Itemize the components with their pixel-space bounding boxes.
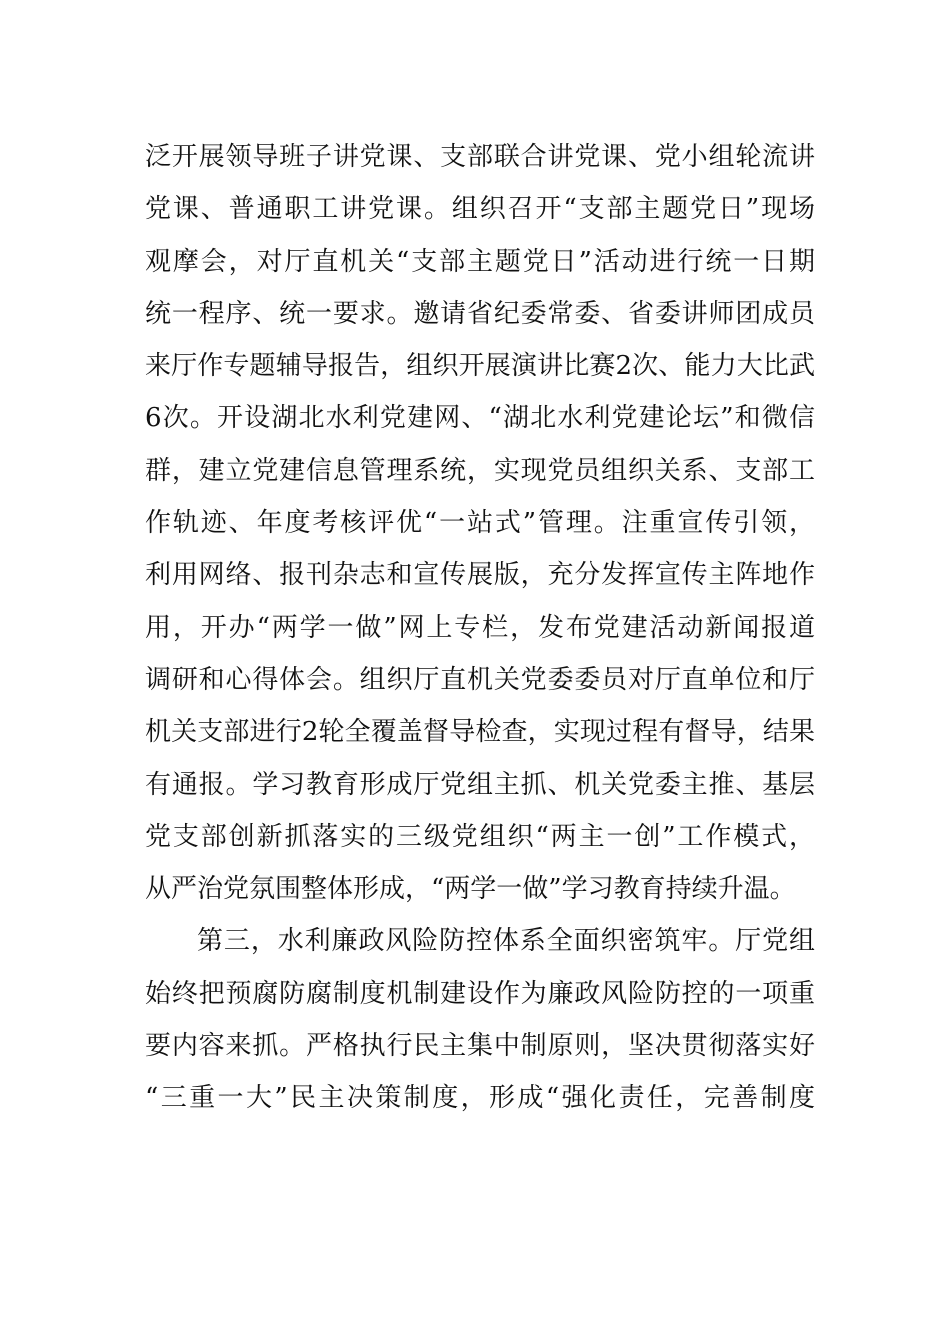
text-line: 观摩会，对厅直机关“支部主题党日”活动进行统一日期 — [145, 246, 815, 277]
text-line: 调研和心得体会。组织厅直机关党委委员对厅直单位和厅 — [145, 664, 815, 695]
text-line: 用，开办“两学一做”网上专栏，发布党建活动新闻报道 — [145, 612, 815, 643]
text-line: 党课、普通职工讲党课。组织召开“支部主题党日”现场 — [145, 194, 815, 225]
text-line: “三重一大”民主决策制度，形成“强化责任，完善制度 — [145, 1083, 815, 1114]
text-line: 有通报。学习教育形成厅党组主抓、机关党委主推、基层 — [145, 769, 815, 800]
body-text — [145, 131, 815, 1125]
text-line: 要内容来抓。严格执行民主集中制原则，坚决贯彻落实好 — [145, 1031, 815, 1062]
text-line: 始终把预腐防腐制度机制建设作为廉政风险防控的一项重 — [145, 978, 815, 1009]
text-line: 利用网络、报刊杂志和宣传展版，充分发挥宣传主阵地作 — [145, 560, 815, 591]
text-line: 党支部创新抓落实的三级党组织“两主一创”工作模式， — [145, 821, 815, 852]
text-line: 机关支部进行2轮全覆盖督导检查，实现过程有督导，结果 — [145, 717, 815, 748]
text-line: 统一程序、统一要求。邀请省纪委常委、省委讲师团成员 — [145, 298, 815, 329]
text-line: 来厅作专题辅导报告，组织开展演讲比赛2次、能力大比武 — [145, 351, 815, 382]
text-line: 作轨迹、年度考核评优“一站式”管理。注重宣传引领， — [145, 508, 815, 539]
text-line: 泛开展领导班子讲党课、支部联合讲党课、党小组轮流讲 — [145, 142, 815, 172]
text-line: 6次。开设湖北水利党建网、“湖北水利党建论坛”和微信 — [145, 403, 815, 434]
paragraph-end-line: 从严治党氛围整体形成，“两学一做”学习教育持续升温。 — [145, 874, 796, 905]
paragraph-start-line: 第三，水利廉政风险防控体系全面织密筑牢。厅党组 — [197, 926, 815, 957]
text-line: 群，建立党建信息管理系统，实现党员组织关系、支部工 — [145, 455, 815, 486]
